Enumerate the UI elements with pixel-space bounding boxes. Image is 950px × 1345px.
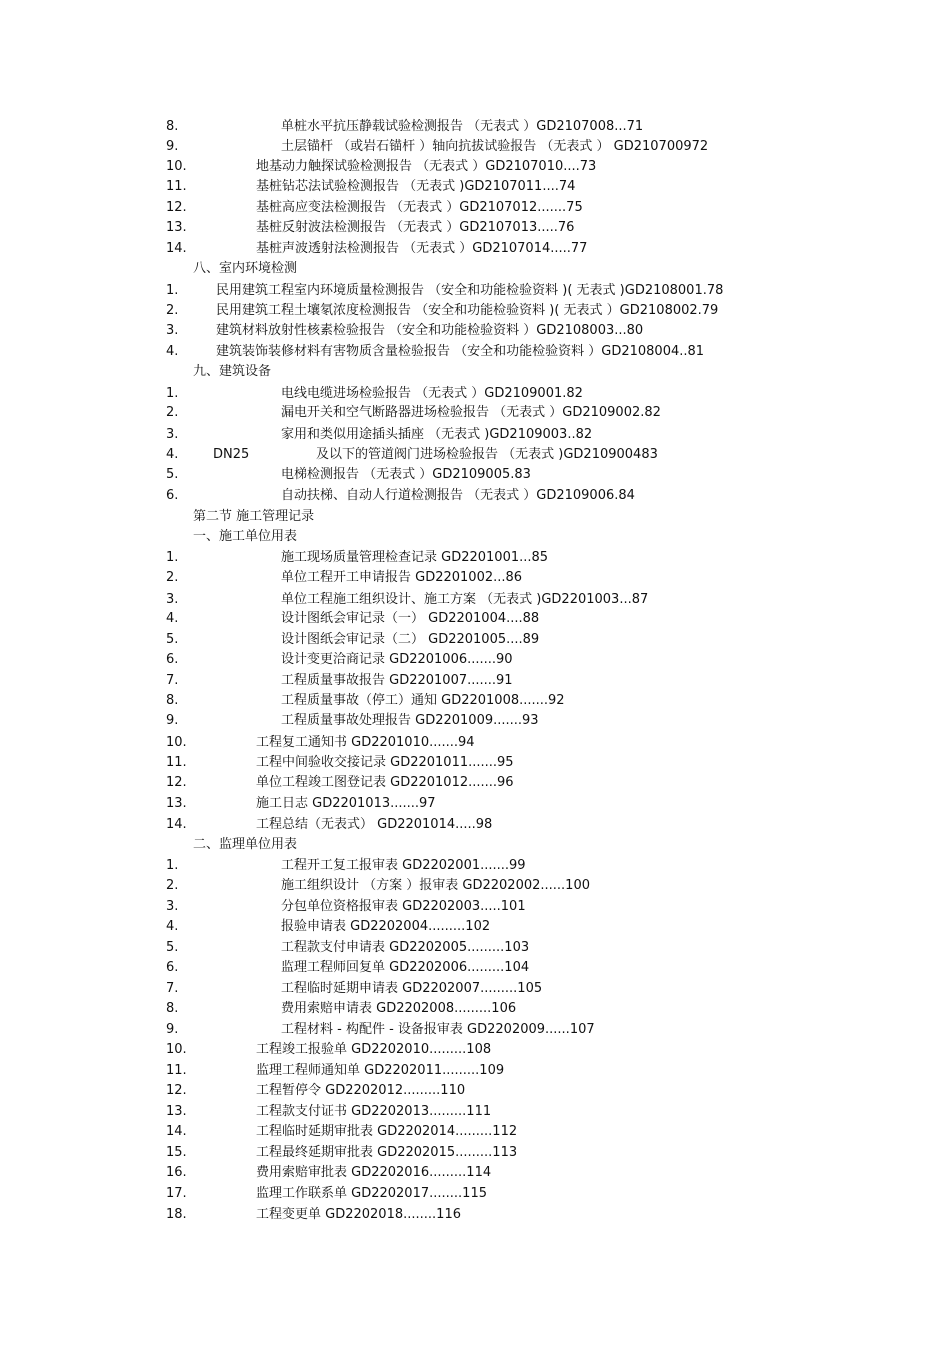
item-number: 10. <box>166 1042 187 1057</box>
item-number: 4. <box>166 919 179 934</box>
item-text: 工程开工复工报审表 GD2202001.......99 <box>281 858 526 873</box>
item-text: 工程款支付申请表 GD2202005.........103 <box>281 940 530 955</box>
item-number: 5. <box>166 940 179 955</box>
item-number: 16. <box>166 1165 187 1180</box>
item-number: 18. <box>166 1207 187 1222</box>
item-text: 费用索赔审批表 GD2202016.........114 <box>256 1165 492 1180</box>
item-text: 土层锚杆 （或岩石锚杆 ）轴向抗拔试验报告 （无表式 ） GD210700972 <box>281 139 709 154</box>
item-text: 单位工程施工组织设计、施工方案 （无表式 )GD2201003...87 <box>281 592 649 607</box>
item-text: 单位工程开工申请报告 GD2201002...86 <box>281 570 523 585</box>
item-number: 8. <box>166 119 179 134</box>
item-text: 施工现场质量管理检查记录 GD2201001...85 <box>281 550 549 565</box>
item-number: 13. <box>166 796 187 811</box>
item-number: 2. <box>166 570 179 585</box>
item-number: 14. <box>166 1124 187 1139</box>
item-number: 10. <box>166 735 187 750</box>
item-text: 基桩高应变法检测报告 （无表式 ）GD2107012.......75 <box>256 200 583 215</box>
item-number: 15. <box>166 1145 187 1160</box>
item-text: 工程总结（无表式） GD2201014.....98 <box>256 817 493 832</box>
item-text: 施工组织设计 （方案 ）报审表 GD2202002......100 <box>281 878 590 893</box>
item-text: 工程变更单 GD2202018........116 <box>256 1207 461 1222</box>
item-text: 工程质量事故处理报告 GD2201009.......93 <box>281 713 539 728</box>
item-text: 地基动力触探试验检测报告 （无表式 ）GD2107010....73 <box>256 159 597 174</box>
item-text: 工程最终延期审批表 GD2202015.........113 <box>256 1145 518 1160</box>
item-text: 分包单位资格报审表 GD2202003.....101 <box>281 899 526 914</box>
item-number: 2. <box>166 405 179 420</box>
item-text: 建筑装饰装修材料有害物质含量检验报告 （安全和功能检验资料 ）GD2108004..81 <box>216 344 705 359</box>
item-number: 1. <box>166 283 179 298</box>
item-text: 工程质量事故报告 GD2201007.......91 <box>281 673 513 688</box>
item-number: 11. <box>166 755 187 770</box>
item-number: 12. <box>166 1083 187 1098</box>
item-number: 4. <box>166 611 179 626</box>
item-text: 电梯检测报告 （无表式 ）GD2109005.83 <box>281 467 531 482</box>
item-number: 5. <box>166 632 179 647</box>
item-number: 17. <box>166 1186 187 1201</box>
item-text: 自动扶梯、自动人行道检测报告 （无表式 ）GD2109006.84 <box>281 488 635 503</box>
item-text: 费用索赔申请表 GD2202008.........106 <box>281 1001 517 1016</box>
item-number: 11. <box>166 179 187 194</box>
item-text: 工程临时延期审批表 GD2202014.........112 <box>256 1124 518 1139</box>
item-number: 1. <box>166 550 179 565</box>
item-number: 7. <box>166 673 179 688</box>
item-text: 设计变更洽商记录 GD2201006.......90 <box>281 652 513 667</box>
item-number: 12. <box>166 775 187 790</box>
item-text: 工程临时延期申请表 GD2202007.........105 <box>281 981 543 996</box>
item-number: 3. <box>166 427 179 442</box>
item-text: 基桩声波透射法检测报告 （无表式 ）GD2107014.....77 <box>256 241 588 256</box>
item-text: 工程质量事故（停工）通知 GD2201008.......92 <box>281 693 565 708</box>
item-text: 民用建筑工程室内环境质量检测报告 （安全和功能检验资料 )( 无表式 )GD2108001.78 <box>216 283 724 298</box>
item-text: 工程复工通知书 GD2201010.......94 <box>256 735 475 750</box>
item-number: 14. <box>166 241 187 256</box>
item-number: 1. <box>166 858 179 873</box>
heading-text: 九、建筑设备 <box>193 364 272 379</box>
item-text: 基桩钻芯法试验检测报告 （无表式 )GD2107011....74 <box>256 179 576 194</box>
item-number: 9. <box>166 1022 179 1037</box>
item-text: 单桩水平抗压静载试验检测报告 （无表式 ）GD2107008...71 <box>281 119 644 134</box>
heading-text: 第二节 施工管理记录 <box>193 509 315 524</box>
item-text: 工程款支付证书 GD2202013.........111 <box>256 1104 492 1119</box>
item-number: 8. <box>166 1001 179 1016</box>
heading-text: 八、室内环境检测 <box>193 261 298 276</box>
item-number: 1. <box>166 386 179 401</box>
item-number: 13. <box>166 1104 187 1119</box>
item-text: 监理工程师通知单 GD2202011.........109 <box>256 1063 505 1078</box>
item-text: 家用和类似用途插头插座 （无表式 )GD2109003..82 <box>281 427 593 442</box>
item-number: 10. <box>166 159 187 174</box>
item-number: 9. <box>166 139 179 154</box>
item-text: 及以下的管道阀门进场检验报告 （无表式 )GD210900483 <box>316 447 658 462</box>
item-text: 工程竣工报验单 GD2202010.........108 <box>256 1042 492 1057</box>
item-text: 单位工程竣工图登记表 GD2201012.......96 <box>256 775 514 790</box>
item-number: 6. <box>166 488 179 503</box>
item-text: 施工日志 GD2201013.......97 <box>256 796 436 811</box>
item-number: 4. <box>166 344 179 359</box>
item-number: 5. <box>166 467 179 482</box>
item-number: 6. <box>166 960 179 975</box>
item-number: 11. <box>166 1063 187 1078</box>
item-text: 工程中间验收交接记录 GD2201011.......95 <box>256 755 514 770</box>
item-text: 工程暂停令 GD2202012.........110 <box>256 1083 466 1098</box>
item-number: 9. <box>166 713 179 728</box>
item-text: 民用建筑工程土壤氡浓度检测报告 （安全和功能检验资料 )( 无表式 ）GD2108002.79 <box>216 303 719 318</box>
item-number: 4. <box>166 447 179 462</box>
item-text: 监理工作联系单 GD2202017........115 <box>256 1186 487 1201</box>
item-number: 6. <box>166 652 179 667</box>
item-number: 3. <box>166 592 179 607</box>
item-number: 7. <box>166 981 179 996</box>
item-text: 设计图纸会审记录（二） GD2201005....89 <box>281 632 540 647</box>
item-prefix: DN25 <box>213 447 250 462</box>
item-text: 工程材料 - 构配件 - 设备报审表 GD2202009......107 <box>281 1022 595 1037</box>
item-number: 2. <box>166 878 179 893</box>
item-number: 2. <box>166 303 179 318</box>
item-number: 3. <box>166 899 179 914</box>
item-text: 设计图纸会审记录（一） GD2201004....88 <box>281 611 540 626</box>
item-number: 13. <box>166 220 187 235</box>
item-text: 漏电开关和空气断路器进场检验报告 （无表式 ）GD2109002.82 <box>281 405 661 420</box>
item-text: 建筑材料放射性核素检验报告 （安全和功能检验资料 ）GD2108003...80 <box>216 323 644 338</box>
item-text: 监理工程师回复单 GD2202006.........104 <box>281 960 530 975</box>
heading-text: 二、监理单位用表 <box>193 837 298 852</box>
item-text: 报验申请表 GD2202004.........102 <box>281 919 491 934</box>
item-number: 14. <box>166 817 187 832</box>
item-text: 基桩反射波法检测报告 （无表式 ）GD2107013.....76 <box>256 220 575 235</box>
item-text: 电线电缆进场检验报告 （无表式 ）GD2109001.82 <box>281 386 583 401</box>
item-number: 3. <box>166 323 179 338</box>
item-number: 8. <box>166 693 179 708</box>
item-number: 12. <box>166 200 187 215</box>
heading-text: 一、施工单位用表 <box>193 529 298 544</box>
